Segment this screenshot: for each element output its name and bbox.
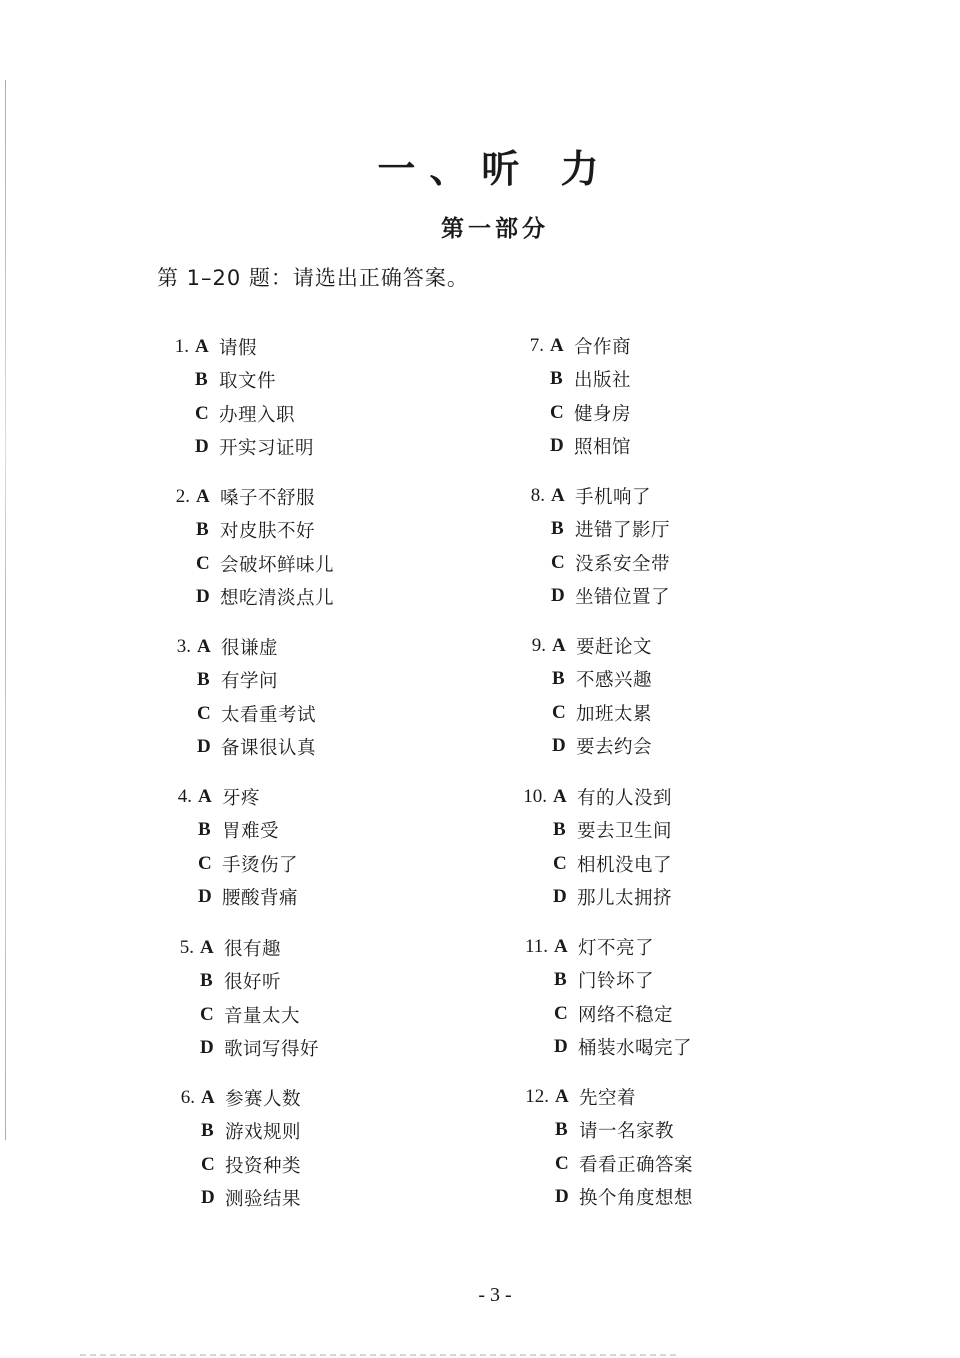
option-row <box>515 1147 815 1181</box>
option-letter: B <box>198 819 211 841</box>
option-letter: D <box>197 736 211 758</box>
option-row <box>161 1148 461 1182</box>
option-letter: C <box>195 402 209 424</box>
option-row <box>510 329 810 363</box>
option-letter: A <box>550 334 564 356</box>
option-text: 很谦虚 <box>221 637 279 659</box>
option-text: 游戏规则 <box>225 1122 302 1144</box>
option-text: 灯不亮了 <box>578 937 655 959</box>
option-text: 办理入职 <box>219 404 296 426</box>
option-row <box>512 696 812 730</box>
option-row <box>156 581 456 615</box>
question-7 <box>510 329 810 463</box>
option-text: 太看重考试 <box>221 704 317 726</box>
option-letter: B <box>196 519 209 541</box>
option-row <box>512 629 812 663</box>
question-3 <box>157 630 457 764</box>
question-5 <box>160 931 460 1065</box>
option-letter: B <box>201 1120 214 1142</box>
question-number: 4. <box>177 785 192 807</box>
option-letter: C <box>201 1153 215 1175</box>
option-row <box>160 965 460 999</box>
option-row <box>514 964 814 998</box>
option-row <box>161 1115 461 1149</box>
option-row <box>513 780 813 814</box>
option-row <box>510 396 810 430</box>
question-number: 9. <box>531 634 546 656</box>
option-text: 门铃坏了 <box>578 971 655 993</box>
option-text: 不感兴趣 <box>576 670 653 692</box>
option-text: 没系安全带 <box>575 553 671 575</box>
option-row <box>155 431 455 465</box>
option-text: 很有趣 <box>224 938 282 960</box>
scan-artifact <box>80 1354 680 1356</box>
option-text: 照相馆 <box>574 437 632 459</box>
option-letter: D <box>200 1037 214 1059</box>
option-letter: B <box>554 969 567 991</box>
question-number: 6. <box>180 1086 195 1108</box>
option-letter: A <box>552 634 566 656</box>
option-letter: B <box>555 1119 568 1141</box>
question-number: 7. <box>529 334 544 356</box>
option-text: 对皮肤不好 <box>220 521 316 543</box>
option-letter: B <box>197 669 210 691</box>
option-text: 投资种类 <box>225 1155 302 1177</box>
question-4 <box>158 780 458 914</box>
option-letter: B <box>550 368 563 390</box>
option-letter: D <box>555 1186 569 1208</box>
question-number: 2. <box>175 485 190 507</box>
option-row <box>157 697 457 731</box>
option-row <box>157 630 457 664</box>
option-row <box>511 513 811 547</box>
option-text: 想吃清淡点儿 <box>220 588 335 610</box>
option-letter: A <box>198 785 212 807</box>
option-row <box>510 430 810 464</box>
option-letter: C <box>200 1003 214 1025</box>
option-letter: D <box>198 886 212 908</box>
option-letter: B <box>552 668 565 690</box>
option-text: 请假 <box>219 337 258 359</box>
option-text: 测验结果 <box>225 1189 302 1211</box>
option-letter: D <box>554 1036 568 1058</box>
option-row <box>513 881 813 915</box>
option-row <box>156 547 456 581</box>
option-row <box>512 663 812 697</box>
option-text: 要赶论文 <box>576 636 653 658</box>
option-text: 手烫伤了 <box>222 854 299 876</box>
option-letter: B <box>200 970 213 992</box>
option-letter: D <box>551 585 565 607</box>
option-row <box>515 1181 815 1215</box>
option-row <box>513 814 813 848</box>
option-text: 手机响了 <box>575 486 652 508</box>
page-number: - 3 - <box>478 1284 512 1306</box>
option-text: 健身房 <box>574 403 632 425</box>
option-letter: D <box>201 1187 215 1209</box>
option-letter: C <box>551 551 565 573</box>
option-text: 先空着 <box>579 1087 637 1109</box>
option-letter: B <box>551 518 564 540</box>
option-row <box>514 930 814 964</box>
question-8 <box>511 479 811 613</box>
option-text: 有的人没到 <box>577 787 673 809</box>
instructions: 第 1–20 题：请选出正确答案。 <box>157 266 469 290</box>
part-title: 第一部分 <box>441 216 549 242</box>
question-6 <box>161 1081 461 1215</box>
option-row <box>161 1081 461 1115</box>
option-letter: B <box>553 819 566 841</box>
option-text: 网络不稳定 <box>578 1004 674 1026</box>
option-text: 看看正确答案 <box>579 1154 694 1176</box>
option-row <box>156 480 456 514</box>
option-row <box>514 1031 814 1065</box>
question-1 <box>155 330 455 464</box>
option-letter: C <box>553 852 567 874</box>
option-text: 牙疼 <box>222 787 261 809</box>
option-row <box>158 881 458 915</box>
option-row <box>158 780 458 814</box>
option-text: 加班太累 <box>576 703 653 725</box>
option-text: 相机没电了 <box>577 854 673 876</box>
option-row <box>160 998 460 1032</box>
option-row <box>510 363 810 397</box>
option-letter: D <box>552 735 566 757</box>
option-text: 音量太大 <box>224 1005 301 1027</box>
question-number: 8. <box>530 484 545 506</box>
question-number: 10. <box>523 785 547 807</box>
option-letter: A <box>200 936 214 958</box>
option-text: 要去卫生间 <box>577 821 673 843</box>
option-letter: C <box>198 852 212 874</box>
option-letter: C <box>196 552 210 574</box>
question-12 <box>515 1080 815 1214</box>
option-row <box>156 514 456 548</box>
option-letter: C <box>552 701 566 723</box>
option-text: 会破坏鲜味儿 <box>220 554 335 576</box>
option-row <box>515 1080 815 1114</box>
option-row <box>515 1114 815 1148</box>
option-text: 参赛人数 <box>225 1088 302 1110</box>
option-row <box>161 1182 461 1216</box>
option-row <box>514 997 814 1031</box>
option-text: 很好听 <box>224 972 282 994</box>
question-11 <box>514 930 814 1064</box>
option-letter: A <box>554 935 568 957</box>
option-text: 嗓子不舒服 <box>220 487 316 509</box>
option-letter: A <box>196 485 210 507</box>
option-row <box>513 847 813 881</box>
option-letter: C <box>555 1152 569 1174</box>
option-row <box>155 330 455 364</box>
option-row <box>512 730 812 764</box>
option-letter: C <box>197 702 211 724</box>
option-text: 有学问 <box>221 671 279 693</box>
option-text: 桶装水喝完了 <box>578 1038 693 1060</box>
option-text: 出版社 <box>574 370 632 392</box>
question-number: 12. <box>525 1085 549 1107</box>
option-text: 开实习证明 <box>219 438 315 460</box>
option-letter: A <box>197 635 211 657</box>
option-text: 请一名家教 <box>579 1121 675 1143</box>
question-10 <box>513 780 813 914</box>
option-text: 合作商 <box>574 336 632 358</box>
option-text: 那儿太拥挤 <box>577 888 673 910</box>
section-title: 一、听 力 <box>377 147 613 191</box>
option-letter: D <box>553 886 567 908</box>
option-text: 要去约会 <box>576 737 653 759</box>
option-row <box>158 847 458 881</box>
option-text: 进错了影厅 <box>575 520 671 542</box>
option-row <box>155 364 455 398</box>
option-letter: D <box>196 586 210 608</box>
option-letter: A <box>551 484 565 506</box>
option-letter: B <box>195 369 208 391</box>
option-row <box>160 931 460 965</box>
option-row <box>155 397 455 431</box>
question-number: 1. <box>174 335 189 357</box>
option-letter: D <box>550 435 564 457</box>
option-row <box>157 731 457 765</box>
option-row <box>511 479 811 513</box>
question-2 <box>156 480 456 614</box>
option-letter: C <box>550 401 564 423</box>
question-9 <box>512 629 812 763</box>
option-letter: A <box>553 785 567 807</box>
option-text: 换个角度想想 <box>579 1188 694 1210</box>
option-row <box>157 664 457 698</box>
option-text: 歌词写得好 <box>224 1039 320 1061</box>
option-letter: A <box>201 1086 215 1108</box>
option-text: 腰酸背痛 <box>222 888 299 910</box>
option-text: 备课很认真 <box>221 738 317 760</box>
question-number: 11. <box>524 935 548 957</box>
option-row <box>158 814 458 848</box>
option-text: 胃难受 <box>222 821 280 843</box>
question-number: 5. <box>179 936 194 958</box>
option-letter: C <box>554 1002 568 1024</box>
option-letter: A <box>195 335 209 357</box>
question-number: 3. <box>176 635 191 657</box>
option-text: 取文件 <box>219 371 277 393</box>
option-row <box>511 580 811 614</box>
option-row <box>511 546 811 580</box>
option-letter: A <box>555 1085 569 1107</box>
option-row <box>160 1032 460 1066</box>
option-letter: D <box>195 436 209 458</box>
option-text: 坐错位置了 <box>575 587 671 609</box>
